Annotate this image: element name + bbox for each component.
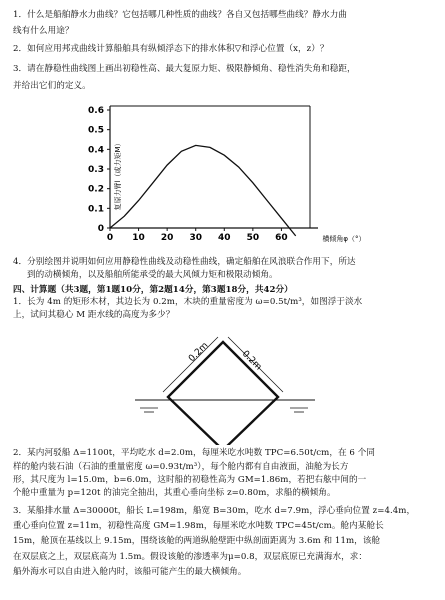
y-tick-label: 0.2: [88, 184, 104, 195]
chart-axes: [110, 106, 318, 228]
x-tick-label: 60: [275, 233, 288, 243]
x-tick-label: 0: [106, 233, 114, 243]
question-1-line-1: 1．什么是船舶静水力曲线？它包括哪几种性质的曲线？各自又包括哪些曲线？静水力曲: [13, 10, 347, 20]
calc-2-line-3: 形，其尺度为 l=15.0m，b=6.0m，这时船的初稳性高为 GM=1.86m，若把右舷中间的一: [13, 475, 367, 485]
y-tick-label: 0.5: [88, 125, 104, 136]
floating-wood-diagram: [130, 330, 320, 445]
x-tick-label: 10: [132, 233, 145, 243]
x-tick-label: 20: [160, 233, 174, 243]
question-4-line-2: 到的动横倾角，以及船舶所能承受的最大风倾力矩和极限动倾角。: [27, 270, 278, 280]
dim-line-left: [163, 337, 218, 392]
y-tick-label: 0.3: [88, 165, 104, 175]
x-tick-label: 30: [189, 233, 202, 243]
calc-1-line-1: 1．长为 4m 的矩形木材，其边长为 0.2m，木块的重量密度为 ω=0.5t/m³，如图浮于淡水: [13, 297, 363, 307]
y-tick-label: 0.4: [88, 145, 104, 156]
calc-3-line-2: 重心垂向位置 z=11m，初稳性高度 GM=1.98m，每厘米吃水吨数 TPC=45t/cm。舱内某舱长: [13, 521, 384, 531]
series-line: [110, 145, 296, 236]
x-tick-label: 40: [218, 233, 231, 243]
x-tick-label: 50: [246, 233, 260, 243]
y-axis-label: 复原力臂l（或力矩M）: [114, 139, 122, 211]
square-cross-section: [168, 342, 278, 445]
y-tick-label: 0.1: [88, 204, 104, 215]
section-4-heading: 四、计算题（共3题，第1题10分，第2题14分，第3题18分，共42分）: [13, 285, 293, 295]
y-tick-label: 0.6: [88, 106, 104, 116]
question-3-line-2: 并给出它们的定义。: [13, 81, 91, 91]
question-2-line-1: 2．如何应用邦戎曲线计算船舶具有纵倾浮态下的排水体积▽和浮心位置（x，z）？: [13, 44, 329, 54]
question-3-line-1: 3．请在静稳性曲线图上画出初稳性高、最大复原力矩、极限静倾角、稳性消失角和稳距，: [13, 64, 356, 74]
calc-1-line-2: 上，试问其稳心 M 距水线的高度为多少？: [13, 310, 175, 320]
calc-3-line-5: 船外海水可以自由进入舱内时，该船可能产生的最大横倾角。: [13, 567, 247, 577]
calc-3-line-3: 15m，舱顶在基线以上 9.15m，围绕该舱的两道纵舱壁距中纵剖面距离为 3.6m 和 11m，该舱: [13, 536, 381, 546]
calc-3-line-4: 在双层底之上，双层底高为 1.5m。假设该舱的渗透率为μ=0.8，双层底原已充满海水，求：: [13, 552, 368, 562]
calc-2-line-1: 2．某内河驳船 Δ=1100t，平均吃水 d=2.0m，每厘米吃水吨数 TPC=6.50t/cm，在 6 个同: [13, 448, 375, 458]
y-tick-label: 0: [97, 224, 104, 234]
calc-3-line-1: 3．某船排水量 Δ=30000t，船长 L=198m，船宽 B=30m，吃水 d=7.9m，浮心垂向位置 z=4.4m，: [13, 506, 416, 516]
question-1-line-2: 线有什么用途？: [13, 26, 74, 36]
dim-label-left: 0.2m: [187, 340, 211, 365]
x-axis-label: 横倾角φ（°）: [322, 235, 366, 243]
dim-label-right: 0.2m: [239, 349, 264, 373]
stability-curve-chart: [70, 100, 370, 252]
chart-series: [110, 145, 296, 236]
calc-2-line-2: 样的舱内装石油（石油的重量密度 ω=0.93t/m³），每个舱内都有自由液面，油舱为长方: [13, 462, 349, 472]
calc-2-line-4: 个舱中重量为 p=120t 的油完全抽出，其重心垂向坐标 z=0.80m，求船的横倾角。: [13, 488, 336, 498]
question-4-line-1: 4．分别绘图并说明如何应用静稳性曲线及动稳性曲线，确定船舶在风浪联合作用下，所达: [13, 257, 356, 267]
